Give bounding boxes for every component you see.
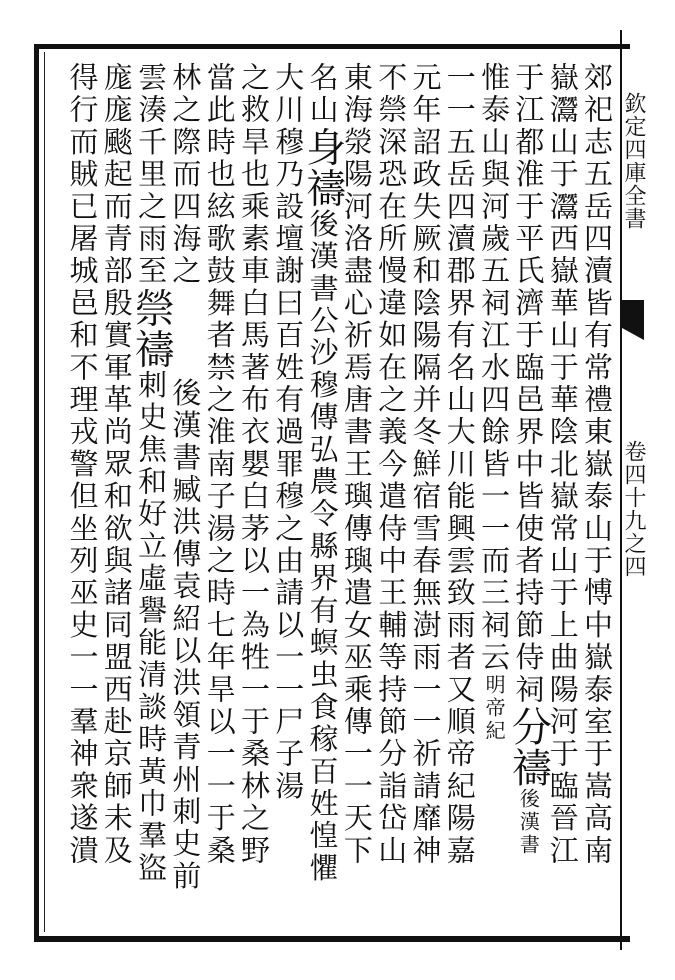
text-column (505, 62, 552, 942)
text-column (237, 62, 271, 942)
inner-rule (44, 52, 45, 932)
text-column (128, 62, 175, 942)
column-text: 之救旱也乘素車白馬著布衣嬰白茅以一為牲一于桑林之野 (237, 62, 271, 867)
text-column (443, 62, 477, 942)
column-text: 刺史焦和好立虛譽能清談時黃巾羣盜 (134, 369, 169, 885)
text-column (580, 62, 614, 942)
page-margin-strip (620, 30, 646, 950)
column-text: 後漢書臧洪傳袁紹以洪領青州刺史前 (168, 377, 203, 893)
column-text: 郊祀志五岳四瀆皆有常禮東嶽泰山于愽中嶽泰室于嵩高南 (580, 62, 614, 867)
book-title: 欽定四庫全書 (621, 92, 646, 230)
column-text: 得行而賊已屠城邑和不理戎警但坐列巫史一一羣神衆遂潰 (65, 62, 100, 867)
column-text: 後漢書公沙穆傳弘農令縣界有螟虫食稼百姓惶懼 (305, 208, 340, 885)
source-note: 明帝紀 (482, 673, 507, 743)
column-text: 不禜深恐在所慢違如在之義今遣侍中王輔等持節分詣岱山 (374, 62, 409, 867)
column-text: 庬庬颷起而青部殷實軍革尚眾和欲與諸同盟西赴京師未及 (99, 62, 134, 867)
text-column (409, 62, 443, 942)
text-column (168, 62, 202, 942)
text-column (66, 62, 100, 942)
column-text: 一一五岳四瀆郡界有名山大川能興雲致雨者又順帝紀陽嘉 (442, 62, 477, 867)
column-text: 雲湊千里之雨至 (134, 62, 169, 288)
text-column (271, 62, 305, 942)
column-text: 名山 (305, 62, 340, 127)
fish-tail-mark (622, 300, 644, 340)
volume-label: 卷四十九之四 (621, 440, 646, 578)
entry-heading: 分禱 (505, 706, 552, 788)
column-text: 嶽灊山于灊西嶽華山于華陰北嶽常山于上曲陽河于臨晉江 (545, 62, 580, 867)
text-column (477, 62, 511, 942)
column-text: 惟泰山與河歲五祠江水四餘皆一一而三祠云 (477, 62, 512, 674)
entry-heading: 禜禱 (128, 287, 175, 370)
column-text: 元年詔政失厥和陰陽隔并冬鮮宿雪春無澍雨一一祈請靡神 (408, 62, 443, 867)
entry-heading: 身禱 (299, 126, 346, 209)
source-note: 後漢書 (516, 788, 541, 857)
column-text: 當此時也絃歌鼓舞者禁之淮南子湯之時七年旱以一一于桑 (202, 62, 237, 867)
text-column (374, 62, 408, 942)
column-text: 于江都淮于平氏濟于臨邑界中皆使者持節侍祠 (511, 62, 546, 706)
text-column (546, 62, 580, 942)
column-text: 林之際而四海之 (168, 62, 203, 288)
column-text: 大川 (271, 62, 306, 127)
text-column (100, 62, 134, 942)
text-column (299, 62, 346, 942)
text-column (203, 62, 237, 942)
column-text: 東海滎陽河洛盡心祈焉唐書王璵傳璵遣女巫乘傳一一天下 (339, 62, 374, 867)
column-text: 穆乃設壇謝曰百姓有過罪穆之由請以一一尸子湯 (271, 126, 306, 803)
